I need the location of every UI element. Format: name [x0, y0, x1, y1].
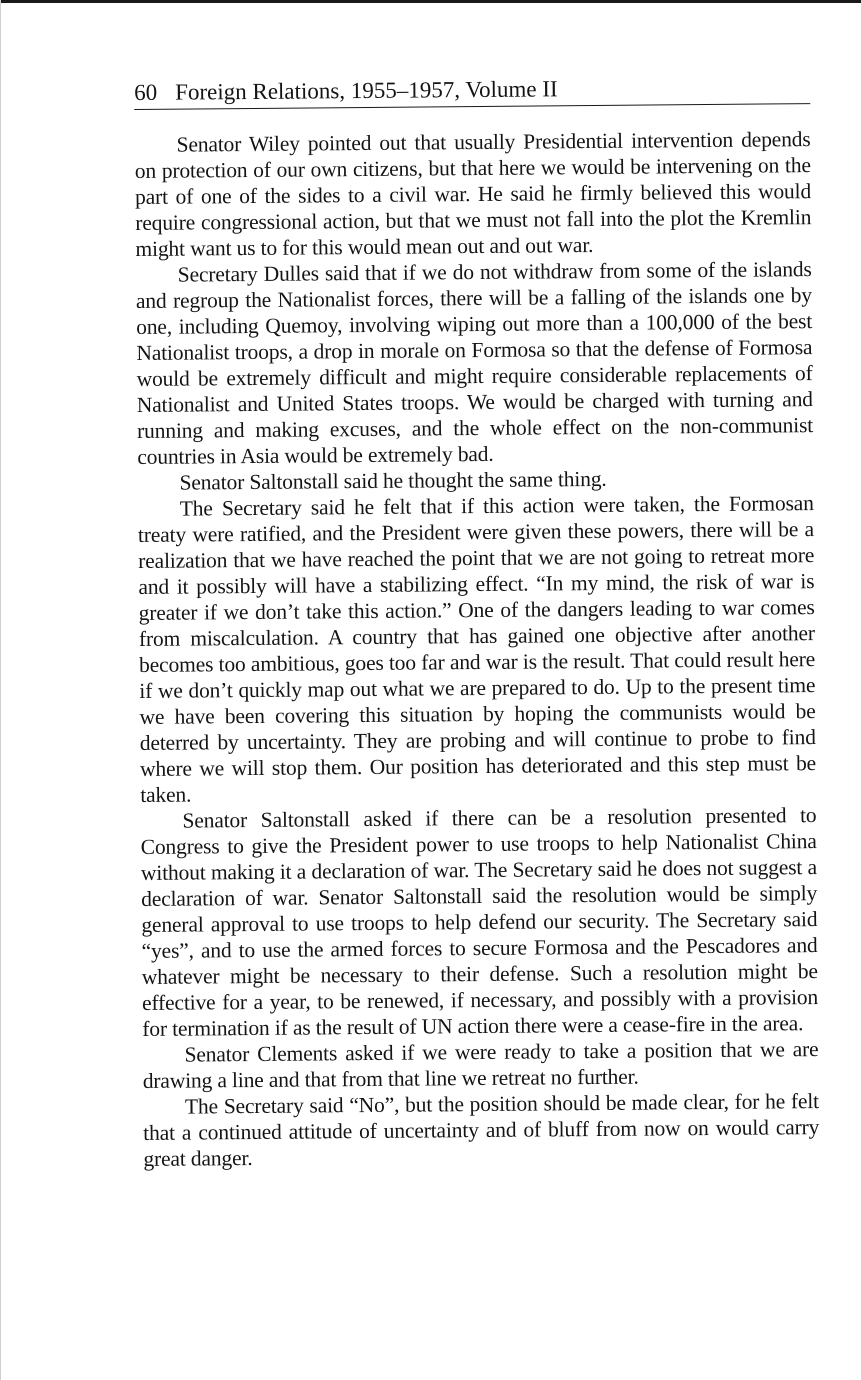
paragraph-secretary-stabilizing: The Secretary said he felt that if this action were taken, the Formosan treaty were ratified, and the President were given these powers, there will be a realization that we have reached the point that we are not going to retreat more and it possibly will have a stabilizing effect. “In my mind, the risk of war is greater if we don’t take this action.” One of the dangers leading to war comes from miscalculation. A country that has gained one objective after another becomes too ambitious, goes too far and war is the result. That could result here if we don’t quickly map out what we are prepared to do. Up to the present time we have been covering this situation by hoping the communists would be deterred by uncertainty. They are probing and will continue to probe to find where we will stop them. Our position has deteriorated and this step must be taken.: [137, 491, 817, 807]
paragraph-dulles: Secretary Dulles said that if we do not withdraw from some of the islands and regroup the Nationalist forces, there will be a falling of the islands one by one, including Quemoy, involving wiping out more than a 100,000 of the best Nationalist troops, a drop in morale on Formosa so that the defense of Formosa would be extremely difficult and might require considerable replacements of Nationalist and United States troops. We would be charged with turning and running and making excuses, and the whole effect on the non-communist countries in Asia would be extremely bad.: [135, 257, 814, 469]
paragraph-saltonstall-resolution: Senator Saltonstall asked if there can be a resolution presented to Congress to give the President power to use troops to help Nationalist China without making it a declaration of war. The Secretary said he does not suggest a declaration of war. Senator Saltonstall said the resolution would be simply general approval to use troops to help defend our security. The Secretary said “yes”, and to use the armed forces to secure Formosa and the Pescadores and whatever might be necessary to their defense. Such a resolution might be effective for a year, to be renewed, if necessary, and possibly with a provision for termination if as the result of UN action there were a cease-fire in the area.: [140, 803, 819, 1041]
volume-title: Foreign Relations, 1955–1957, Volume II: [175, 76, 558, 105]
paragraph-saltonstall-agrees: Senator Saltonstall said he thought the same thing.: [179, 466, 607, 495]
running-head: [134, 72, 810, 110]
body-text: [134, 126, 819, 1172]
paragraph-wiley: Senator Wiley pointed out that usually Presidential intervention depends on protection of our own citizens, but that here we would be intervening on the part of one of the sides to a civil war. He said he firmly believed this would require congressional action, but that we must not fall into the plot the Kremlin might want us to for this would mean out and out war.: [134, 127, 812, 261]
paragraph-secretary-no: The Secretary said “No”, but the position should be made clear, for he felt that a continued attitude of uncertainty and of bluff from now on would carry great danger.: [143, 1089, 820, 1171]
scan-left-border: [0, 0, 1, 1380]
paragraph-clements: Senator Clements asked if we were ready to take a position that we are drawing a line and that from that line we retreat no further.: [142, 1037, 819, 1093]
scan-top-border: [0, 0, 861, 3]
document-page: [134, 72, 820, 1172]
page-number: 60: [134, 79, 158, 105]
